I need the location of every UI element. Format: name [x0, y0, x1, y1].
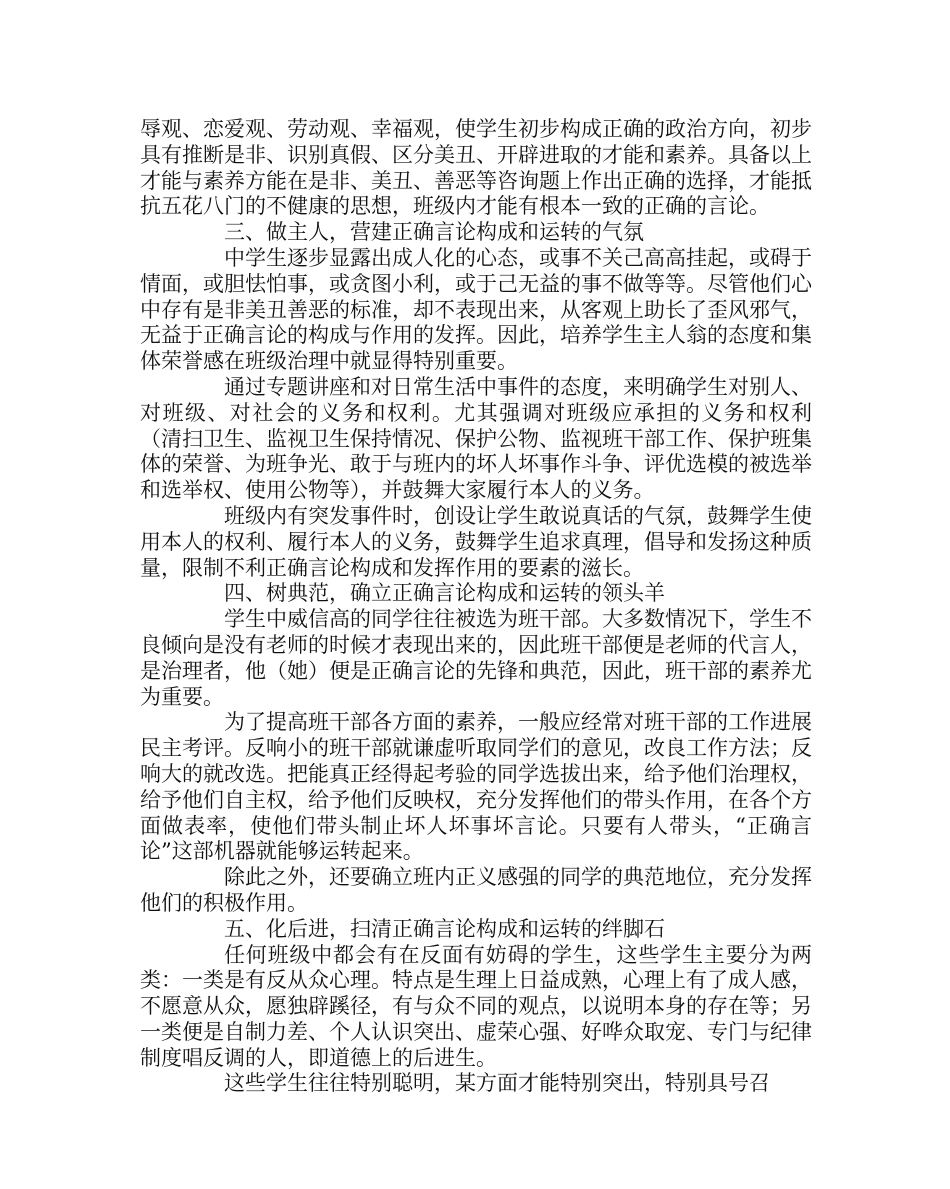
paragraph: 班级内有突发事件时，创设让学生敢说真话的气氛，鼓舞学生使用本人的权利、履行本人的义务，鼓舞学生追求真理，倡导和发扬这种质量，限制不利正确言论构成和发挥作用的要素的滋长。 — [140, 503, 812, 580]
paragraph-intro: 辱观、恋爱观、劳动观、幸福观，使学生初步构成正确的政治方向，初步具有推断是非、识别真假、区分美丑、开辟进取的才能和素养。具备以上才能与素养方能在是非、美丑、善恶等咨询题上作出正确的选择，才能抵抗五花八门的不健康的思想，班级内才能有根本一致的正确的言论。 — [140, 117, 812, 219]
paragraph: 这些学生往往特别聪明，某方面才能特别突出，特别具号召 — [224, 1071, 770, 1096]
paragraph: 为了提高班干部各方面的素养，一般应经常对班干部的工作进展民主考评。反响小的班干部就谦虚听取同学们的意见，改良工作方法；反响大的就改选。把能真正经得起考验的同学选拔出来，给予他们治理权，给予他们自主权，给予他们反映权，充分发挥他们的带头作用，在各个方面做表率，使他们带头制止坏人坏事坏言论。只要有人带头，“正确言论”这部机器就能够运转起来。 — [140, 710, 812, 864]
section-heading-3: 三、做主人，营建正确言论构成和运转的气氛 — [224, 220, 644, 245]
paragraph: 学生中威信高的同学往往被选为班干部。大多数情况下，学生不良倾向是没有老师的时候才表现出来的，因此班干部便是老师的代言人，是治理者，他（她）便是正确言论的先锋和典范，因此，班干部的素养尤为重要。 — [140, 607, 812, 709]
paragraph: 通过专题讲座和对日常生活中事件的态度，来明确学生对别人、对班级、对社会的义务和权利。尤其强调对班级应承担的义务和权利 （清扫卫生、监视卫生保持情况、保护公物、监视班干部工作、保护班集体的荣誉、为班争光、敢于与班内的坏人坏事作斗争、评优选模的被选举和选举权、使用公物等），并鼓舞大家履行本人的义务。 — [140, 374, 812, 503]
section-heading-4: 四、树典范，确立正确言论构成和运转的领头羊 — [224, 581, 665, 606]
paragraph: 除此之外，还要确立班内正义感强的同学的典范地位，充分发挥他们的积极作用。 — [140, 865, 812, 915]
paragraph: 任何班级中都会有在反面有妨碍的学生，这些学生主要分为两类：一类是有反从众心理。特点是生理上日益成熟，心理上有了成人感，不愿意从众，愿独辟蹊径，有与众不同的观点，以说明本身的存在等；另一类便是自制力差、个人认识突出、虚荣心强、好哗众取宠、专门与纪律制度唱反调的人，即道德上的后进生。 — [140, 942, 812, 1070]
section-heading-5: 五、化后进，扫清正确言论构成和运转的绊脚石 — [224, 916, 665, 941]
paragraph: 中学生逐步显露出成人化的心态，或事不关己高高挂起，或碍于情面，或胆怯怕事，或贪图小利，或于己无益的事不做等等。尽管他们心中存有是非美丑善恶的标准，却不表现出来，从客观上助长了歪风邪气，无益于正确言论的构成与作用的发挥。因此，培养学生主人翁的态度和集体荣誉感在班级治理中就显得特别重要。 — [140, 245, 812, 374]
document-body — [140, 117, 812, 1097]
